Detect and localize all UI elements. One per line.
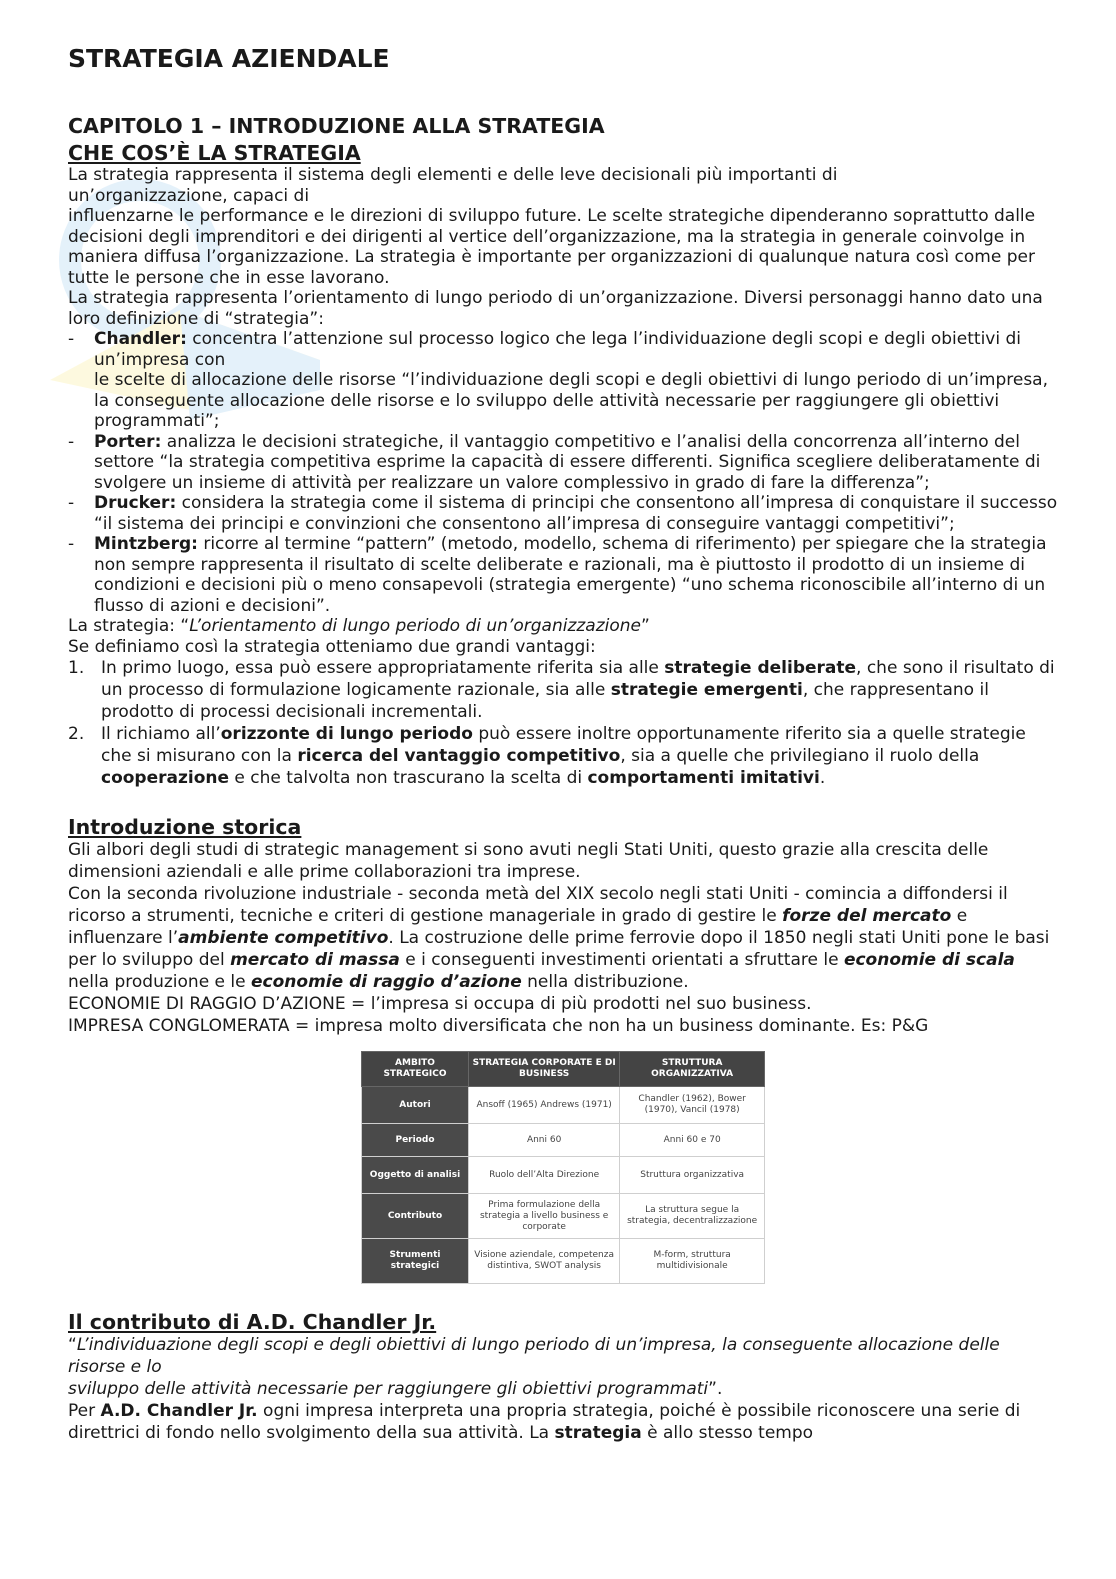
paragraph: La strategia rappresenta il sistema degli elementi e delle leve decisionali più importanti di un’organizzazione, capaci di influenzarne le performance e le direzioni di sviluppo future. Le scelte strategiche dipenderanno soprattutto dalle decisioni degli imprenditori e dei dirigenti al vertice dell’organizzazione, ma la strategia in generale coinvolge in maniera diffusa l’organizzazione. La strategia è importante per organizzazioni di qualunque natura così come per tutte le persone che in esse lavorano.: [68, 165, 1036, 288]
advantages-list: [68, 657, 1058, 789]
table-header-row: [362, 1052, 765, 1087]
list-item: 1. In primo luogo, essa può essere appropriatamente riferita sia alle strategie deliberate, che sono il risultato di un processo di formulazione logicamente razionale, sia alle strategie emergenti, che rappresentano il prodotto di processi decisionali incrementali.: [68, 658, 1055, 722]
table-header-cell: STRATEGIA CORPORATE E DI BUSINESS: [469, 1052, 620, 1087]
list-item: - Chandler: concentra l’attenzione sul processo logico che lega l’individuazione degli scopi e degli obiettivi di un’impresa con le scelte di allocazione delle risorse “l’individuazione degli scopi e degli obiettivi di lungo periodo di un’impresa, la conseguente allocazione delle risorse e lo sviluppo delle attività necessarie per raggiungere gli obiettivi programmati”;: [68, 329, 1048, 431]
strategy-table: [361, 1051, 765, 1284]
table-cell: Struttura organizzativa: [620, 1157, 765, 1194]
quote: “L’individuazione degli scopi e degli obiettivi di lungo periodo di un’impresa, la conseguente allocazione delle risorse e lo sviluppo delle attività necessarie per raggiungere gli obiettivi programmati”.: [68, 1335, 1000, 1399]
paragraph: Per A.D. Chandler Jr. ogni impresa interpreta una propria strategia, poiché è possibile riconoscere una serie di direttrici di fondo nello svolgimento della sua attività. La strategia è allo stesso tempo: [68, 1401, 1021, 1443]
paragraph: La strategia rappresenta l’orientamento di lungo periodo di un’organizzazione. Diversi personaggi hanno dato una loro definizione di “strategia”:: [68, 288, 1043, 329]
table-cell: Ruolo dell’Alta Direzione: [469, 1157, 620, 1194]
table-cell: Anni 60 e 70: [620, 1124, 765, 1157]
paragraph: Con la seconda rivoluzione industriale - seconda metà del XIX secolo negli stati Uniti - comincia a diffondersi il ricorso a strumenti, tecniche e criteri di gestione manageriale in grado di gestire le forze del mercato e influenzare l’ambiente competitivo. La costruzione delle prime ferrovie dopo il 1850 negli stati Uniti pone le basi per lo sviluppo del mercato di massa e i conseguenti investimenti orientati a sfruttare le economie di scala nella produzione e le economie di raggio d’azione nella distribuzione.: [68, 884, 1050, 992]
table-cell: Chandler (1962), Bower (1970), Vancil (1978): [620, 1087, 765, 1124]
table-row: [362, 1124, 765, 1157]
list-item: - Drucker: considera la strategia come il sistema di principi che consentono all’impresa di conquistare il successo “il sistema dei principi e convinzioni che consentono all’impresa di conseguire vantaggi competitivi”;: [68, 493, 1058, 534]
section-heading-chandler: Il contributo di A.D. Chandler Jr.: [68, 1310, 437, 1334]
table-header-cell: STRUTTURA ORGANIZZATIVA: [620, 1052, 765, 1087]
list-item: 2. Il richiamo all’orizzonte di lungo periodo può essere inoltre opportunamente riferito sia a quelle strategie che si misurano con la ricerca del vantaggio competitivo, sia a quelle che privilegiano il ruolo della cooperazione e che talvolta non trascurano la scelta di comportamenti imitativi.: [68, 724, 1026, 788]
table-cell: Visione aziendale, competenza distintiva, SWOT analysis: [469, 1239, 620, 1284]
table-cell: La struttura segue la strategia, decentralizzazione: [620, 1194, 765, 1239]
section-heading-strategy: CHE COS’È LA STRATEGIA: [68, 141, 361, 165]
table-cell: Ansoff (1965) Andrews (1971): [469, 1087, 620, 1124]
list-item: - Mintzberg: ricorre al termine “pattern” (metodo, modello, schema di riferimento) per spiegare che la strategia non sempre rappresenta il risultato di scelte deliberate e razionali, ma è piuttosto il prodotto di un insieme di condizioni e decisioni più o meno consapevoli (strategia emergente) “uno schema riconoscibile all’interno di un flusso di azioni e decisioni”.: [68, 534, 1047, 616]
table-row-header: Periodo: [362, 1124, 469, 1157]
table-row: [362, 1087, 765, 1124]
definition-line: La strategia: “L’orientamento di lungo periodo di un’organizzazione”: [68, 616, 650, 636]
paragraph: IMPRESA CONGLOMERATA = impresa molto diversificata che non ha un business dominante. Es: P&G: [68, 1016, 929, 1036]
chapter-heading: CAPITOLO 1 – INTRODUZIONE ALLA STRATEGIA: [68, 114, 605, 138]
list-item: - Porter: analizza le decisioni strategiche, il vantaggio competitivo e l’analisi della concorrenza all’interno del settore “la strategia competitiva esprime la capacità di essere differenti. Significa scegliere deliberatamente di svolgere un insieme di attività per realizzare un valore complessivo in grado di fare la differenza”;: [68, 431, 1041, 493]
table-cell: Prima formulazione della strategia a livello business e corporate: [469, 1194, 620, 1239]
table-cell: Anni 60: [469, 1124, 620, 1157]
authors-list: [68, 329, 1058, 616]
table-row-header: Strumenti strategici: [362, 1239, 469, 1284]
paragraph: Se definiamo così la strategia otteniamo due grandi vantaggi:: [68, 636, 596, 657]
document-title: STRATEGIA AZIENDALE: [68, 44, 390, 73]
table-header-cell: AMBITO STRATEGICO: [362, 1052, 469, 1087]
table-row: [362, 1239, 765, 1284]
table-row-header: Contributo: [362, 1194, 469, 1239]
strategy-table-figure: [68, 1051, 1058, 1284]
table-cell: M-form, struttura multidivisionale: [620, 1239, 765, 1284]
table-row-header: Oggetto di analisi: [362, 1157, 469, 1194]
paragraph: Gli albori degli studi di strategic management si sono avuti negli Stati Uniti, questo grazie alla crescita delle dimensioni aziendali e alle prime collaborazioni tra imprese.: [68, 840, 989, 882]
document-page: [68, 40, 1058, 1444]
paragraph: ECONOMIE DI RAGGIO D’AZIONE = l’impresa si occupa di più prodotti nel suo business.: [68, 994, 812, 1014]
table-row-header: Autori: [362, 1087, 469, 1124]
section-heading-history: Introduzione storica: [68, 815, 302, 839]
table-row: [362, 1194, 765, 1239]
table-row: [362, 1157, 765, 1194]
